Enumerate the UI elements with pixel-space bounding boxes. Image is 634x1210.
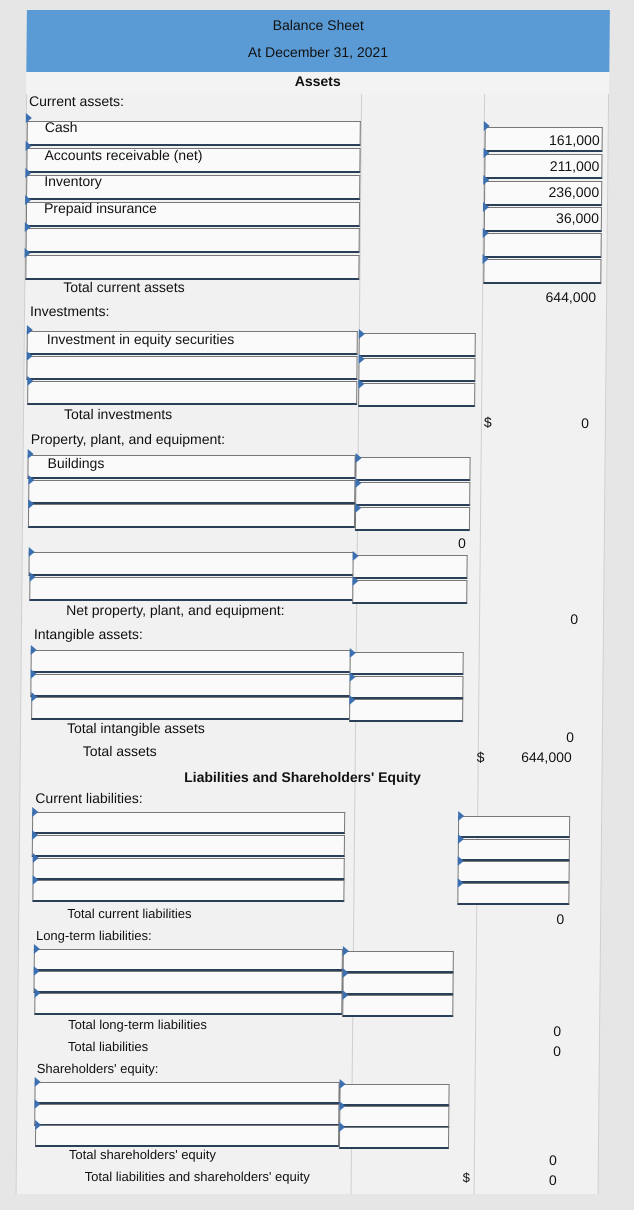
dropdown-marker-icon	[30, 669, 36, 679]
dropdown-marker-icon	[340, 1079, 346, 1089]
dropdown-marker-icon	[27, 351, 33, 361]
dropdown-marker-icon	[34, 1099, 40, 1109]
dropdown-marker-icon	[35, 1120, 41, 1130]
blank-long-term-amount-field[interactable]	[343, 951, 454, 973]
total-liabilities-equity-amount: 0	[548, 1172, 557, 1188]
dropdown-marker-icon	[31, 645, 37, 655]
dropdown-marker-icon	[26, 113, 32, 123]
equity-securities-label: Investment in equity securities	[46, 331, 235, 347]
dropdown-marker-icon	[359, 354, 365, 364]
dropdown-marker-icon	[457, 878, 463, 888]
total-current-assets-label: Total current assets	[63, 279, 185, 295]
dropdown-marker-icon	[27, 376, 33, 386]
blank-intangible-amount-field[interactable]	[350, 652, 464, 675]
prepaid-amount: 36,000	[556, 210, 599, 226]
dropdown-marker-icon	[343, 946, 349, 956]
inventory-label: Inventory	[44, 173, 102, 189]
dropdown-marker-icon	[339, 1122, 345, 1132]
total-equity-label: Total shareholders' equity	[68, 1147, 217, 1162]
blank-ppe-field[interactable]	[28, 504, 355, 528]
blank-current-liability-amount-field[interactable]	[458, 839, 570, 861]
shareholders-equity-label: Shareholders' equity:	[36, 1061, 159, 1076]
dropdown-marker-icon	[29, 572, 35, 582]
dropdown-marker-icon	[35, 1077, 41, 1087]
dropdown-marker-icon	[28, 499, 34, 509]
buildings-label: Buildings	[47, 455, 105, 471]
prepaid-label: Prepaid insurance	[43, 200, 157, 216]
blank-current-liability-amount-field[interactable]	[457, 883, 569, 905]
blank-ppe-field[interactable]	[29, 577, 353, 601]
blank-ppe-field[interactable]	[28, 480, 355, 504]
balance-sheet-header	[26, 10, 610, 72]
blank-ppe-field[interactable]	[28, 552, 353, 576]
total-investments-amount: 0	[581, 415, 590, 431]
dropdown-marker-icon	[25, 195, 31, 205]
dropdown-marker-icon	[34, 944, 40, 954]
blank-intangible-field[interactable]	[30, 674, 350, 697]
blank-ppe-amount-field[interactable]	[352, 555, 467, 579]
blank-current-liability-field[interactable]	[32, 835, 345, 857]
total-investments-label: Total investments	[63, 406, 173, 422]
blank-intangible-amount-field[interactable]	[349, 699, 463, 722]
blank-equity-field[interactable]	[34, 1104, 339, 1126]
total-liabilities-equity-label: Total liabilities and shareholders' equity	[84, 1169, 310, 1184]
total-liabilities-amount: 0	[553, 1043, 561, 1059]
blank-equity-amount-field[interactable]	[339, 1127, 449, 1149]
total-equity-amount: 0	[548, 1152, 557, 1168]
blank-current-liability-amount-field[interactable]	[458, 816, 570, 838]
blank-current-liability-field[interactable]	[32, 880, 344, 902]
assets-heading: Assets	[26, 72, 609, 95]
cash-amount: 161,000	[548, 132, 600, 148]
blank-ppe-amount-field[interactable]	[355, 482, 470, 506]
ppe-label: Property, plant, and equipment:	[30, 431, 226, 447]
total-intangible-label: Total intangible assets	[66, 720, 205, 736]
total-long-term-amount: 0	[553, 1023, 562, 1039]
dropdown-marker-icon	[33, 875, 39, 885]
buildings-amount-field[interactable]	[355, 457, 470, 481]
blank-long-term-field[interactable]	[34, 949, 343, 971]
blank-intangible-field[interactable]	[31, 650, 351, 673]
ppe-subtotal-amount: 0	[457, 535, 466, 551]
blank-long-term-field[interactable]	[34, 993, 342, 1015]
currency-symbol: $	[476, 749, 485, 765]
total-assets-label: Total assets	[82, 743, 157, 759]
dropdown-marker-icon	[355, 503, 361, 513]
ar-label: Accounts receivable (net)	[44, 147, 203, 163]
dropdown-marker-icon	[28, 449, 34, 459]
blank-long-term-field[interactable]	[33, 971, 342, 993]
blank-equity-amount-field[interactable]	[339, 1106, 449, 1128]
dropdown-marker-icon	[359, 329, 365, 339]
blank-investment-field[interactable]	[27, 381, 357, 405]
current-assets-label: Current assets:	[28, 93, 125, 109]
blank-current-liability-field[interactable]	[33, 858, 345, 880]
dropdown-marker-icon	[342, 990, 348, 1000]
dropdown-marker-icon	[25, 222, 31, 232]
inventory-amount: 236,000	[548, 184, 600, 200]
total-current-liabilities-label: Total current liabilities	[67, 906, 192, 921]
dropdown-marker-icon	[343, 968, 349, 978]
equity-securities-amount-field[interactable]	[359, 333, 476, 357]
blank-equity-amount-field[interactable]	[339, 1084, 449, 1106]
dropdown-marker-icon	[32, 830, 38, 840]
blank-investment-amount-field[interactable]	[358, 358, 475, 382]
total-liabilities-label: Total liabilities	[67, 1039, 149, 1054]
investments-label: Investments:	[29, 303, 110, 319]
blank-amount-field[interactable]	[483, 259, 601, 284]
blank-long-term-amount-field[interactable]	[342, 973, 453, 995]
blank-ppe-amount-field[interactable]	[355, 507, 470, 531]
dropdown-marker-icon	[350, 648, 356, 658]
blank-long-term-amount-field[interactable]	[342, 995, 453, 1017]
sheet-date: At December 31, 2021	[247, 44, 389, 60]
dropdown-marker-icon	[25, 168, 31, 178]
dropdown-marker-icon	[26, 141, 32, 151]
total-current-assets-amount: 644,000	[545, 289, 597, 305]
dropdown-marker-icon	[34, 966, 40, 976]
dropdown-marker-icon	[483, 228, 489, 238]
total-intangible-amount: 0	[566, 729, 575, 745]
currency-symbol: $	[483, 414, 492, 430]
liabilities-equity-heading: Liabilities and Shareholders' Equity	[184, 769, 421, 785]
dropdown-marker-icon	[352, 576, 358, 586]
total-current-liabilities-amount: 0	[556, 911, 565, 927]
sheet-title: Balance Sheet	[272, 17, 364, 33]
dropdown-marker-icon	[353, 551, 359, 561]
dropdown-marker-icon	[33, 853, 39, 863]
blank-equity-field[interactable]	[34, 1082, 339, 1104]
ar-amount: 211,000	[549, 158, 600, 174]
current-liabilities-label: Current liabilities:	[35, 790, 143, 806]
long-term-liabilities-label: Long-term liabilities:	[35, 928, 152, 943]
dropdown-marker-icon	[339, 1101, 345, 1111]
net-ppe-label: Net property, plant, and equipment:	[66, 602, 285, 618]
total-assets-amount: 644,000	[521, 749, 572, 765]
blank-ppe-amount-field[interactable]	[352, 580, 467, 604]
dropdown-marker-icon	[29, 547, 35, 557]
intangible-assets-label: Intangible assets:	[33, 626, 143, 642]
blank-amount-field[interactable]	[484, 233, 602, 258]
dropdown-marker-icon	[28, 475, 34, 485]
blank-investment-field[interactable]	[26, 356, 357, 380]
dropdown-marker-icon	[482, 254, 488, 264]
dropdown-marker-icon	[31, 692, 37, 702]
blank-investment-amount-field[interactable]	[358, 383, 475, 407]
blank-current-liability-amount-field[interactable]	[458, 861, 570, 883]
blank-current-liability-field[interactable]	[32, 812, 345, 834]
blank-account-field[interactable]	[26, 228, 360, 253]
dropdown-marker-icon	[34, 988, 40, 998]
dropdown-marker-icon	[349, 672, 355, 682]
dropdown-marker-icon	[458, 856, 464, 866]
dropdown-marker-icon	[356, 453, 362, 463]
total-long-term-label: Total long-term liabilities	[68, 1017, 207, 1032]
dropdown-marker-icon	[355, 478, 361, 488]
dropdown-marker-icon	[458, 834, 464, 844]
dropdown-marker-icon	[27, 325, 33, 335]
currency-symbol: $	[462, 1170, 471, 1185]
dropdown-marker-icon	[358, 379, 364, 389]
dropdown-marker-icon	[25, 248, 31, 258]
net-ppe-amount: 0	[570, 611, 579, 627]
dropdown-marker-icon	[458, 811, 464, 821]
blank-intangible-amount-field[interactable]	[349, 676, 463, 699]
dropdown-marker-icon	[32, 807, 38, 817]
cash-label: Cash	[44, 119, 78, 135]
dropdown-marker-icon	[349, 695, 355, 705]
